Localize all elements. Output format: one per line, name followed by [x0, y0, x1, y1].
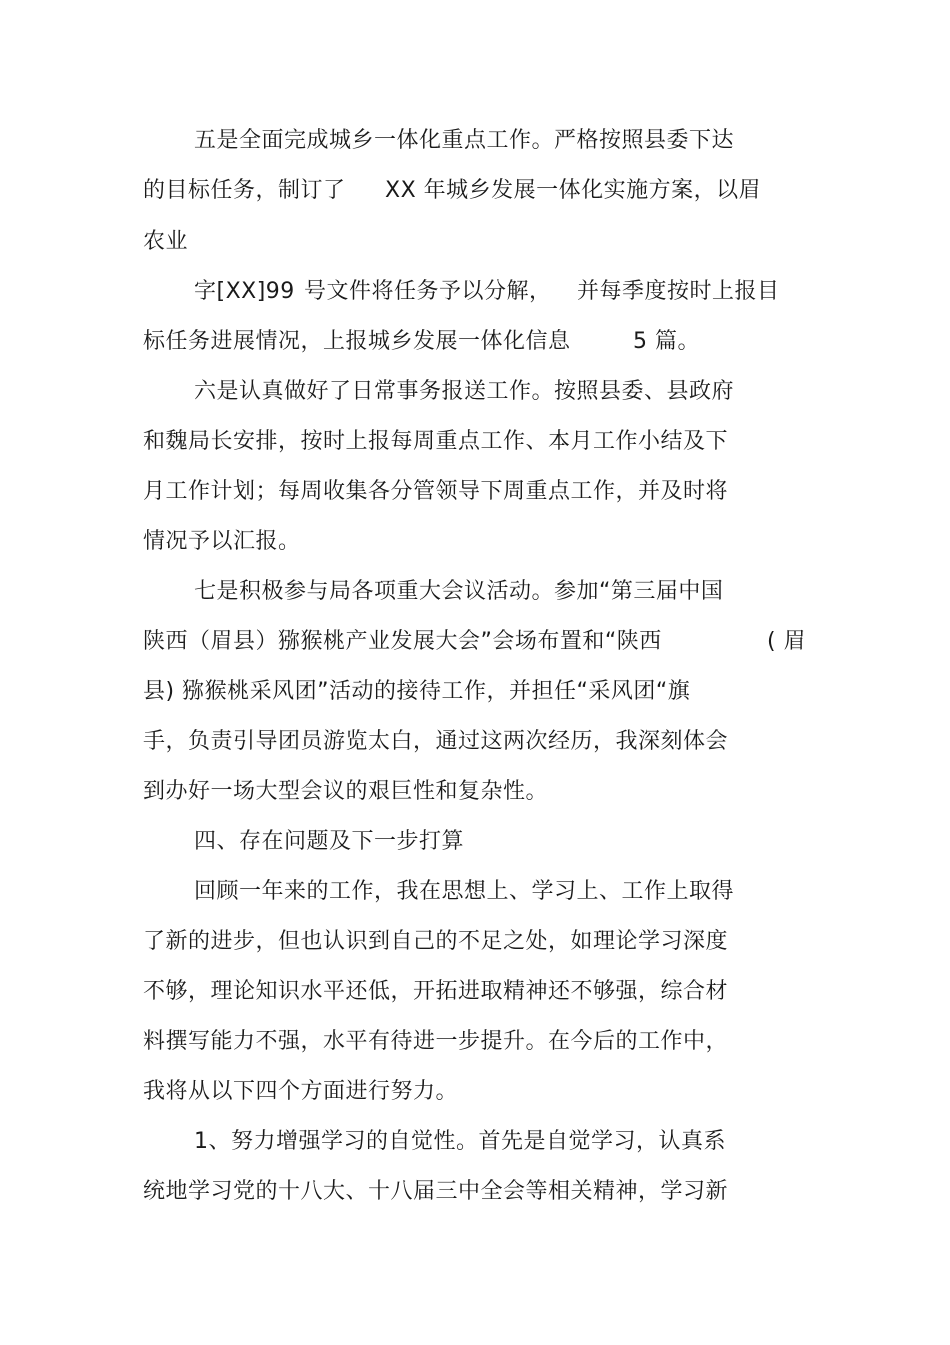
text-line: 了新的进步，但也认识到自己的不足之处，如理论学习深度 [143, 929, 729, 954]
text-line: 农业 [143, 229, 189, 254]
text-line: 标任务进展情况，上报城乡发展一体化信息 [143, 329, 571, 354]
text-line: 号文件将任务予以分解， [304, 279, 552, 304]
text-line: 我将从以下四个方面进行努力。 [143, 1079, 459, 1104]
section-heading: 四、存在问题及下一步打算 [194, 829, 465, 854]
text-line: 手，负责引导团员游览太白，通过这两次经历，我深刻体会 [143, 729, 729, 754]
text-line: 统地学习党的十八大、十八届三中全会等相关精神，学习新 [143, 1179, 729, 1204]
text-line: 回顾一年来的工作，我在思想上、学习上、工作上取得 [194, 879, 735, 904]
text-line: XX 年城乡发展一体化实施方案，以眉 [385, 178, 762, 203]
text-line: 和魏局长安排，按时上报每周重点工作、本月工作小结及下 [143, 429, 729, 454]
text-line: 字[XX]99 [194, 279, 295, 304]
text-line: 并每季度按时上报目 [577, 279, 780, 304]
text-line: 情况予以汇报。 [143, 529, 301, 554]
text-line: 不够，理论知识水平还低，开拓进取精神还不够强，综合材 [143, 979, 729, 1004]
text-line: 县) 猕猴桃采风团”活动的接待工作，并担任“采风团“旗 [143, 679, 691, 704]
text-line: 月工作计划；每周收集各分管领导下周重点工作，并及时将 [143, 479, 729, 504]
text-line: ( 眉 [767, 629, 807, 654]
text-line: 的目标任务，制订了 [143, 178, 346, 203]
text-line: 六是认真做好了日常事务报送工作。按照县委、县政府 [194, 379, 735, 404]
text-line: 料撰写能力不强，水平有待进一步提升。在今后的工作中， [143, 1029, 729, 1054]
text-line: 陕西（眉县）猕猴桃产业发展大会”会场布置和“陕西 [143, 629, 662, 654]
text-line: 七是积极参与局各项重大会议活动。参加“第三届中国 [194, 579, 724, 604]
text-line: 五是全面完成城乡一体化重点工作。严格按照县委下达 [194, 128, 735, 153]
text-line: 到办好一场大型会议的艰巨性和复杂性。 [143, 779, 549, 804]
text-line: 1、努力增强学习的自觉性。首先是自觉学习，认真系 [194, 1129, 726, 1154]
text-line: 5 篇。 [633, 329, 700, 354]
